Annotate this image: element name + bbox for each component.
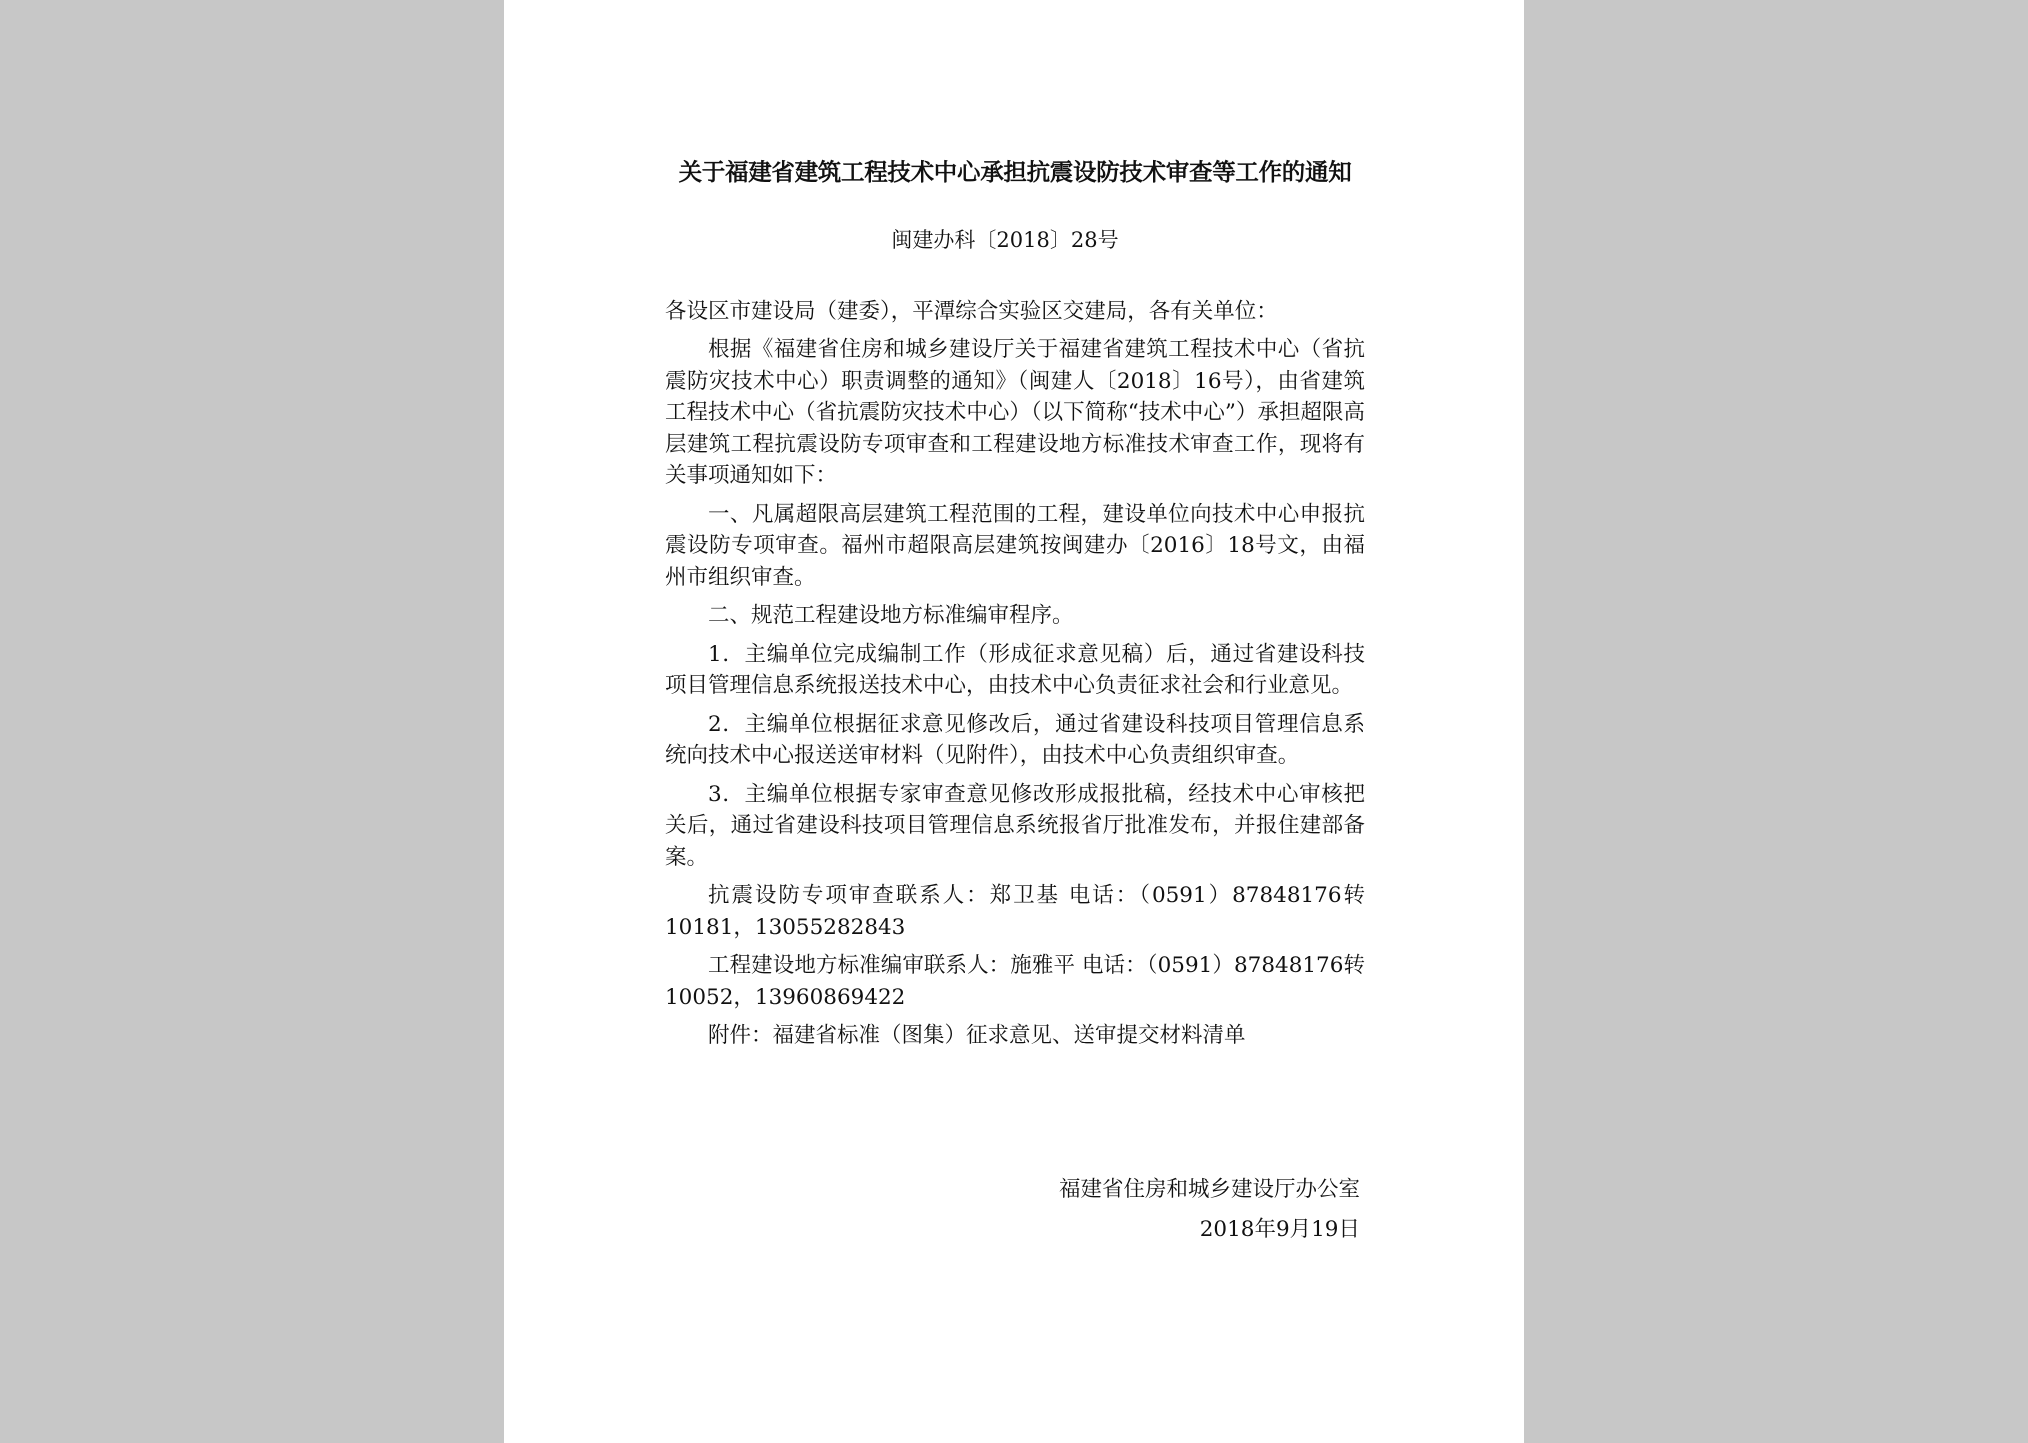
- paragraph-item-1: 一、凡属超限高层建筑工程范围的工程，建设单位向技术中心申报抗震设防专项审查。福州市超限高层建筑按闽建办〔2016〕18号文，由福州市组织审查。: [665, 501, 1365, 590]
- paragraph-step-1: 1．主编单位完成编制工作（形成征求意见稿）后，通过省建设科技项目管理信息系统报送技术中心，由技术中心负责征求社会和行业意见。: [665, 641, 1365, 698]
- contact-standards: 工程建设地方标准编审联系人：施雅平 电话：（0591）87848176转10052，13960869422: [665, 953, 1365, 1010]
- document-number: 闽建办科〔2018〕28号: [891, 228, 1119, 252]
- document-page: [504, 0, 1524, 1443]
- paragraph-step-2: 2．主编单位根据征求意见修改后，通过省建设科技项目管理信息系统向技术中心报送送审材料（见附件），由技术中心负责组织审查。: [665, 711, 1365, 768]
- attachment-note: 附件：福建省标准（图集）征求意见、送审提交材料清单: [708, 1023, 1246, 1048]
- signature-organization: 福建省住房和城乡建设厅办公室: [1058, 1177, 1360, 1202]
- signature-block: [1059, 1170, 1360, 1250]
- signature-date: 2018年9月19日: [1199, 1217, 1360, 1242]
- contact-seismic: 抗震设防专项审查联系人：郑卫基 电话：（0591）87848176转10181，13055282843: [665, 883, 1365, 940]
- paragraph-step-3: 3．主编单位根据专家审查意见修改形成报批稿，经技术中心审核把关后，通过省建设科技项目管理信息系统报省厅批准发布，并报住建部备案。: [665, 781, 1365, 870]
- document-content: [665, 150, 1365, 1052]
- salutation: 各设区市建设局（建委），平潭综合实验区交建局，各有关单位：: [665, 299, 1278, 324]
- paragraph-intro: 根据《福建省住房和城乡建设厅关于福建省建筑工程技术中心（省抗震防灾技术中心）职责调整的通知》（闽建人〔2018〕16号），由省建筑工程技术中心（省抗震防灾技术中心）（以下简称“技术中心”）承担超限高层建筑工程抗震设防专项审查和工程建设地方标准技术审查工作，现将有关事项通知如下：: [665, 337, 1365, 488]
- paragraph-item-2: 二、规范工程建设地方标准编审程序。: [708, 603, 1074, 628]
- document-title: 关于福建省建筑工程技术中心承担抗震设防技术审查等工作的通知: [678, 158, 1352, 186]
